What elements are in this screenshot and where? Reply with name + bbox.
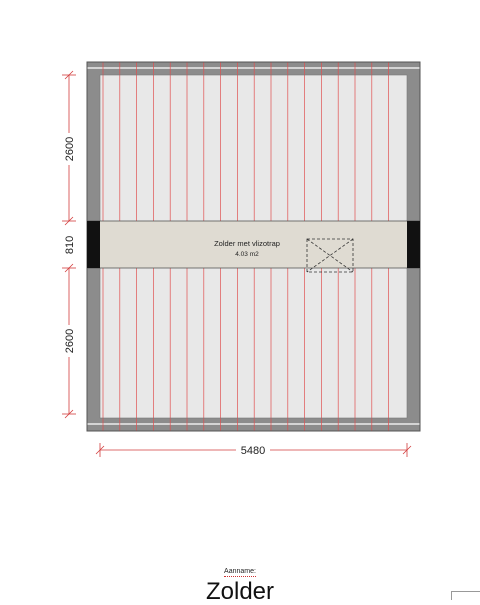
wall-left-bottom	[87, 268, 100, 418]
dim-label-middle: 810	[64, 235, 76, 255]
wall-left-top	[87, 75, 100, 221]
wall-right-top	[407, 75, 420, 221]
dim-label-bottom: 2600	[64, 328, 76, 354]
dim-label-top: 2600	[64, 136, 76, 162]
caption-label: Aanname:	[224, 568, 256, 575]
wall-end-left	[87, 221, 100, 268]
dim-label-width: 5480	[240, 445, 266, 457]
wall-end-right	[407, 221, 420, 268]
wall-right-bottom	[407, 268, 420, 418]
room-area: 4.03 m2	[235, 251, 259, 258]
page-corner-box	[451, 591, 480, 600]
floor-caption	[0, 560, 480, 605]
floor-name: Zolder	[205, 578, 275, 605]
room-name: Zolder met vlizotrap	[214, 239, 280, 248]
